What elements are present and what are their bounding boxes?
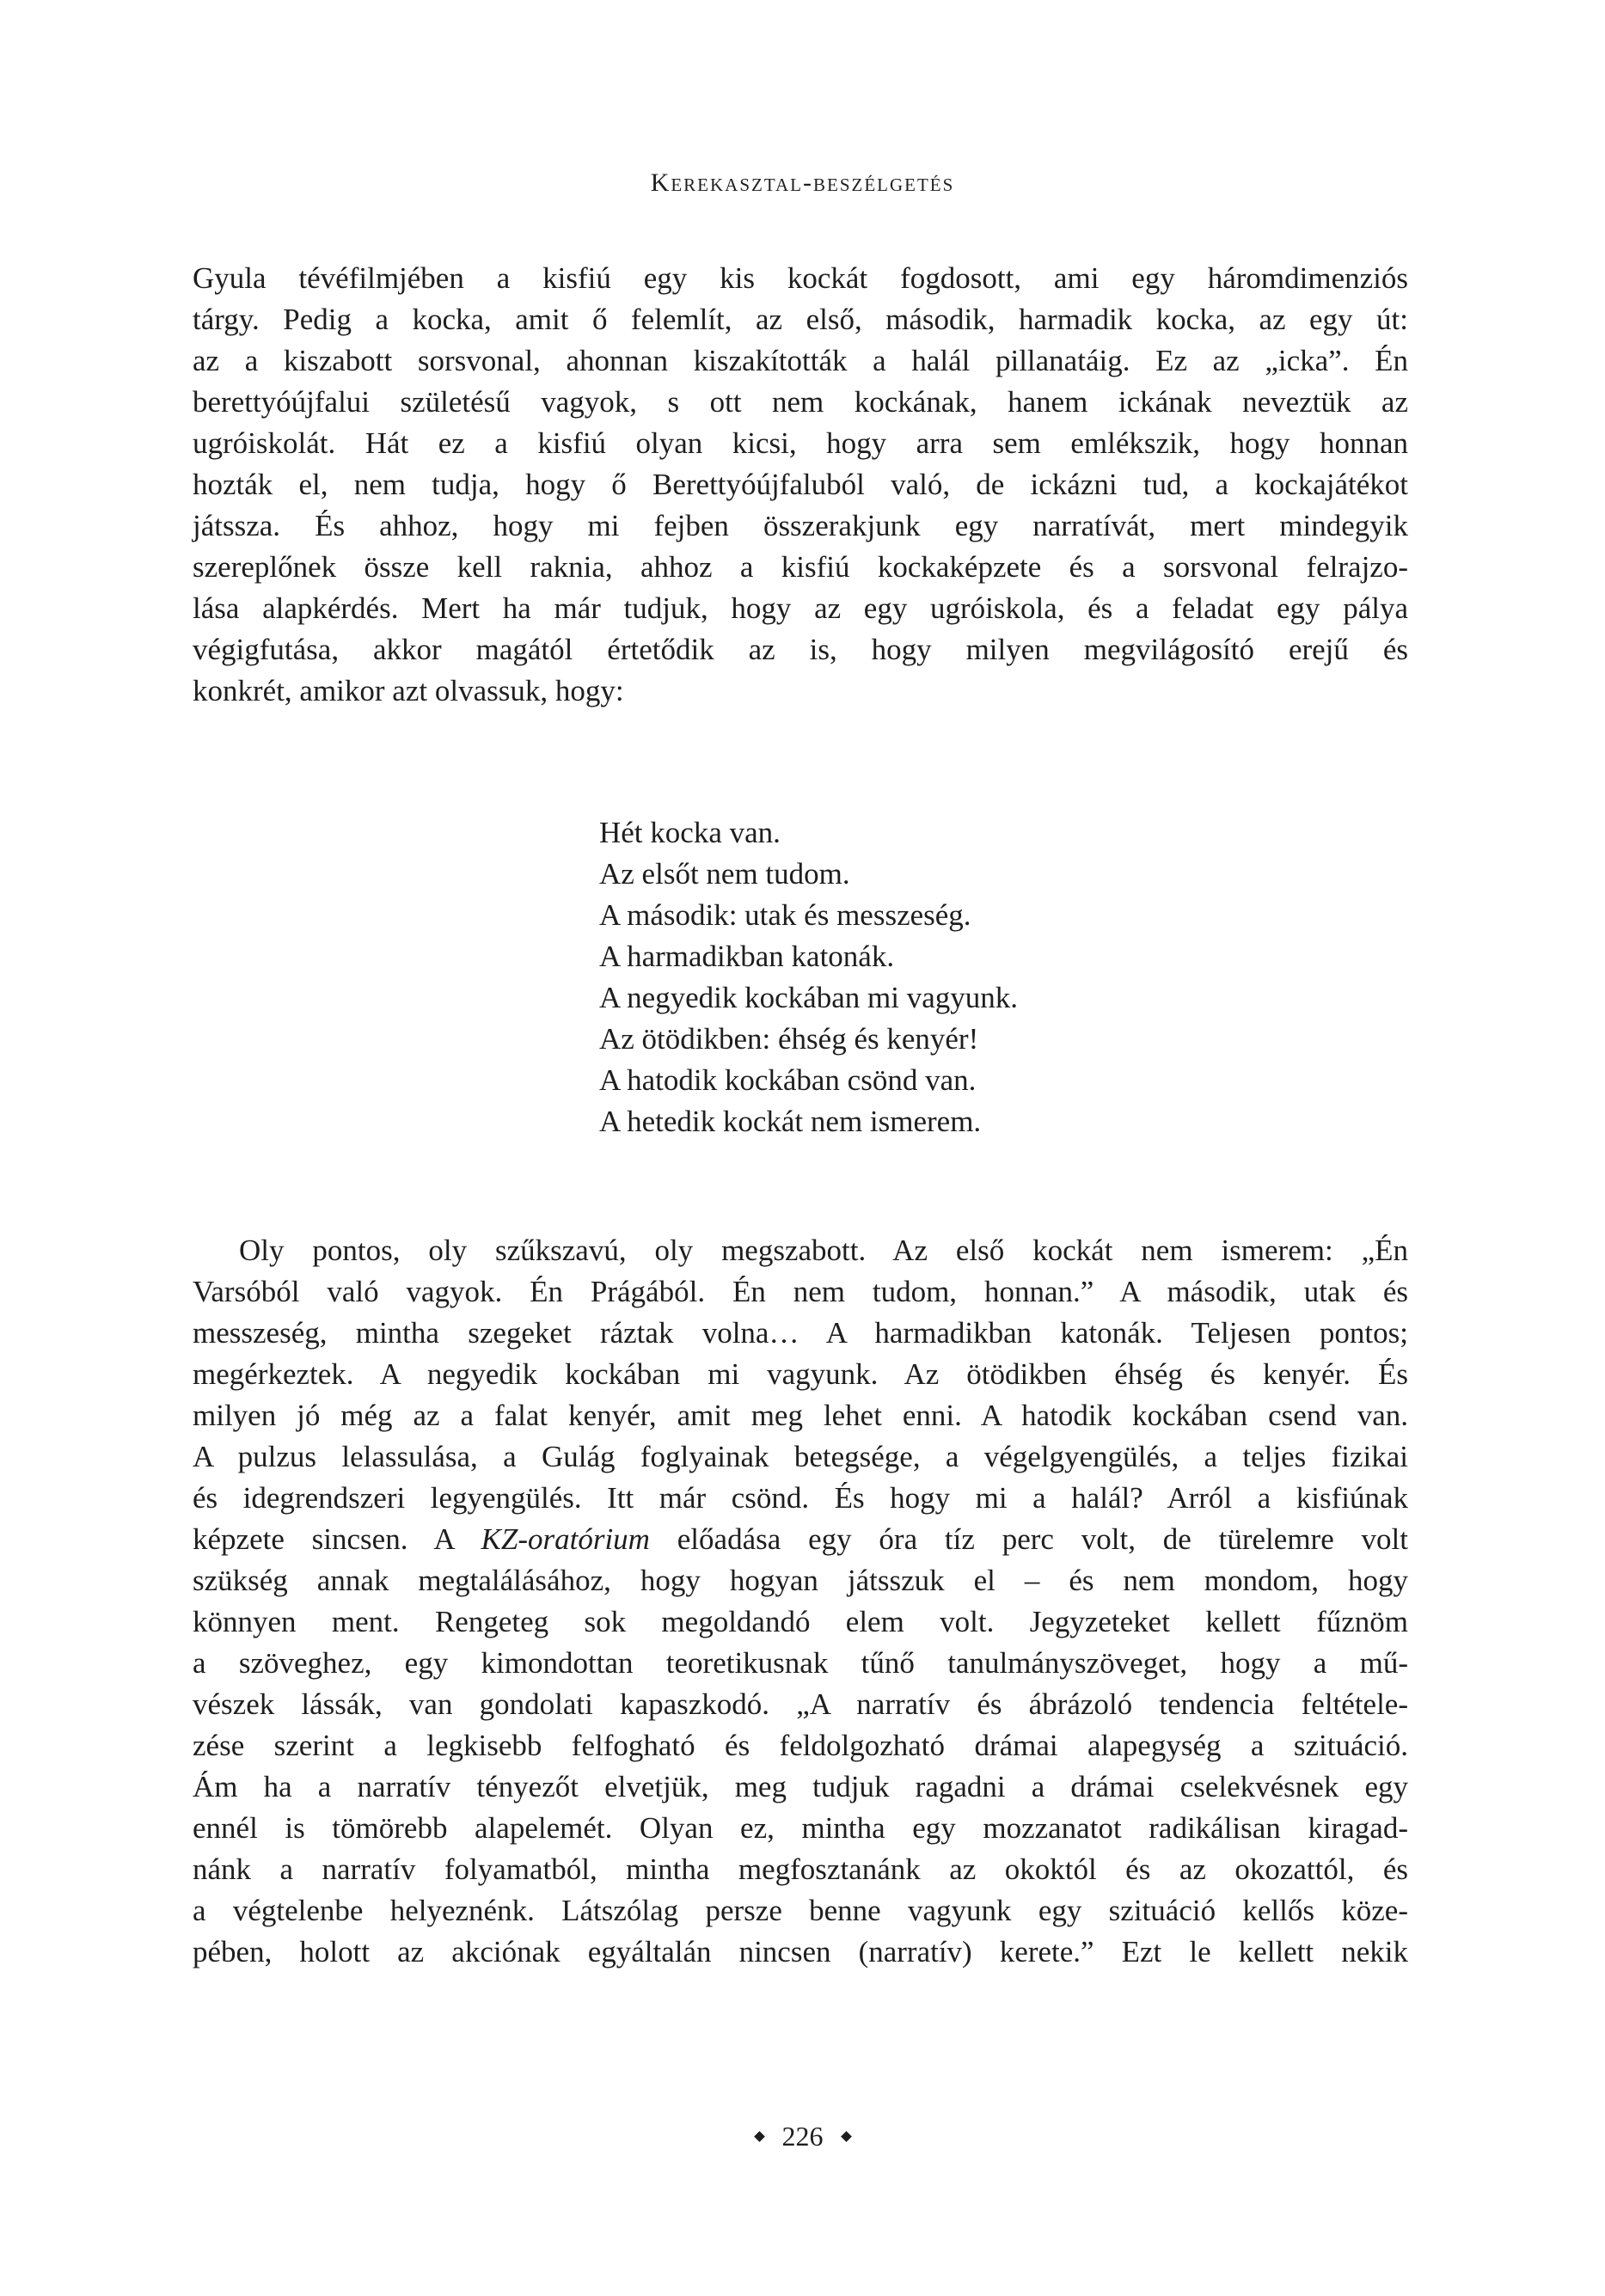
text-line: és idegrendszeri legyengülés. Itt már csönd. És hogy mi a halál? Arról a kisfiúnak <box>193 1481 1408 1515</box>
text-line: Ám ha a narratív tényezőt elvetjük, meg tudjuk ragadni a drámai cselekvésnek egy <box>193 1770 1408 1803</box>
text-line: messzeség, mintha szegeket ráztak volna… A harmadikban katonák. Teljesen pontos; <box>193 1316 1408 1350</box>
text-line-with-title <box>193 1519 1408 1560</box>
poem-line: Az ötödikben: éhség és kenyér! <box>599 1022 979 1056</box>
text-fragment: előadása egy óra tíz perc volt, de türelemre volt <box>649 1522 1408 1556</box>
page-folio <box>0 2121 1605 2152</box>
poem-block <box>599 812 1018 1142</box>
poem-line: Az elsőt nem tudom. <box>599 857 850 891</box>
text-line: játssza. És ahhoz, hogy mi fejben összerakjunk egy narratívát, mert mindegyik <box>193 509 1408 542</box>
text-line: ugróiskolát. Hát ez a kisfiú olyan kicsi, hogy arra sem emlékszik, hogy honnan <box>193 426 1408 460</box>
text-line: az a kiszabott sorsvonal, ahonnan kiszakították a halál pillanatáig. Ez az „icka”. Én <box>193 344 1408 377</box>
text-line: szereplőnek össze kell raknia, ahhoz a kisfiú kockaképzete és a sorsvonal felrajzo- <box>193 550 1408 584</box>
diamond-bullet-icon <box>841 2131 852 2142</box>
text-line: A pulzus lelassulása, a Gulág foglyainak betegsége, a végelgyengülés, a teljes fizikai <box>193 1440 1408 1473</box>
work-title-italic: KZ-oratórium <box>481 1522 650 1556</box>
text-fragment: képzete sincsen. A <box>193 1522 481 1556</box>
text-line: milyen jó még az a falat kenyér, amit meg lehet enni. A hatodik kockában csend van. <box>193 1399 1408 1432</box>
text-line: megérkeztek. A negyedik kockában mi vagyunk. Az ötödikben éhség és kenyér. És <box>193 1357 1408 1391</box>
poem-line: A hetedik kockát nem ismerem. <box>599 1105 982 1138</box>
text-line: a szöveghez, egy kimondottan teoretikusnak tűnő tanulmányszöveget, hogy a mű- <box>193 1646 1408 1680</box>
text-line: Varsóból való vagyok. Én Prágából. Én nem tudom, honnan.” A második, utak és <box>193 1275 1408 1308</box>
text-line: Oly pontos, oly szűkszavú, oly megszabott. Az első kockát nem ismerem: „Én <box>239 1234 1408 1267</box>
text-line: a végtelenbe helyeznénk. Látszólag persze benne vagyunk egy szituáció kellős köze- <box>193 1894 1408 1927</box>
text-line: szükség annak megtalálásához, hogy hogyan játsszuk el – és nem mondom, hogy <box>193 1564 1408 1597</box>
text-line: pében, holott az akciónak egyáltalán nincsen (narratív) kerete.” Ezt le kellett nekik <box>193 1935 1408 1968</box>
page-number: 226 <box>781 2121 824 2152</box>
text-line: zése szerint a legkisebb felfogható és feldolgozható drámai alapegység a szituáció. <box>193 1729 1408 1762</box>
text-line: konkrét, amikor azt olvassuk, hogy: <box>193 674 624 707</box>
text-line: Gyula tévéfilmjében a kisfiú egy kis kockát fogdosott, ami egy háromdimenziós <box>193 261 1408 295</box>
text-line: nánk a narratív folyamatból, mintha megfosztanánk az okoktól és az okozattól, és <box>193 1852 1408 1886</box>
text-line: végigfutása, akkor magától értetődik az is, hogy milyen megvilágosító erejű és <box>193 633 1408 666</box>
text-line: tárgy. Pedig a kocka, amit ő felemlít, az első, második, harmadik kocka, az egy út: <box>193 303 1408 336</box>
poem-line: A hatodik kockában csönd van. <box>599 1063 977 1097</box>
paragraph-2 <box>193 1230 1408 1973</box>
poem-line: A második: utak és messzeség. <box>599 898 971 932</box>
diamond-bullet-icon <box>754 2131 765 2142</box>
text-line: könnyen ment. Rengeteg sok megoldandó elem volt. Jegyzeteket kellett fűznöm <box>193 1605 1408 1638</box>
text-line: vészek lássák, van gondolati kapaszkodó. „A narratív és ábrázoló tendencia feltétele- <box>193 1687 1408 1721</box>
poem-line: Hét kocka van. <box>599 816 781 849</box>
paragraph-1 <box>193 258 1408 712</box>
text-line: hozták el, nem tudja, hogy ő Berettyóújfaluból való, de ickázni tud, a kockajátékot <box>193 468 1408 501</box>
text-line: lása alapkérdés. Mert ha már tudjuk, hogy az egy ugróiskola, és a feladat egy pálya <box>193 591 1408 625</box>
text-line: ennél is tömörebb alapelemét. Olyan ez, mintha egy mozzanatot radikálisan kiragad- <box>193 1811 1408 1845</box>
text-line: berettyóújfalui születésű vagyok, s ott nem kockának, hanem ickának neveztük az <box>193 385 1408 419</box>
poem-line: A negyedik kockában mi vagyunk. <box>599 981 1018 1014</box>
running-head: Kerekasztal-beszélgetés <box>650 168 955 197</box>
poem-line: A harmadikban katonák. <box>599 940 895 973</box>
